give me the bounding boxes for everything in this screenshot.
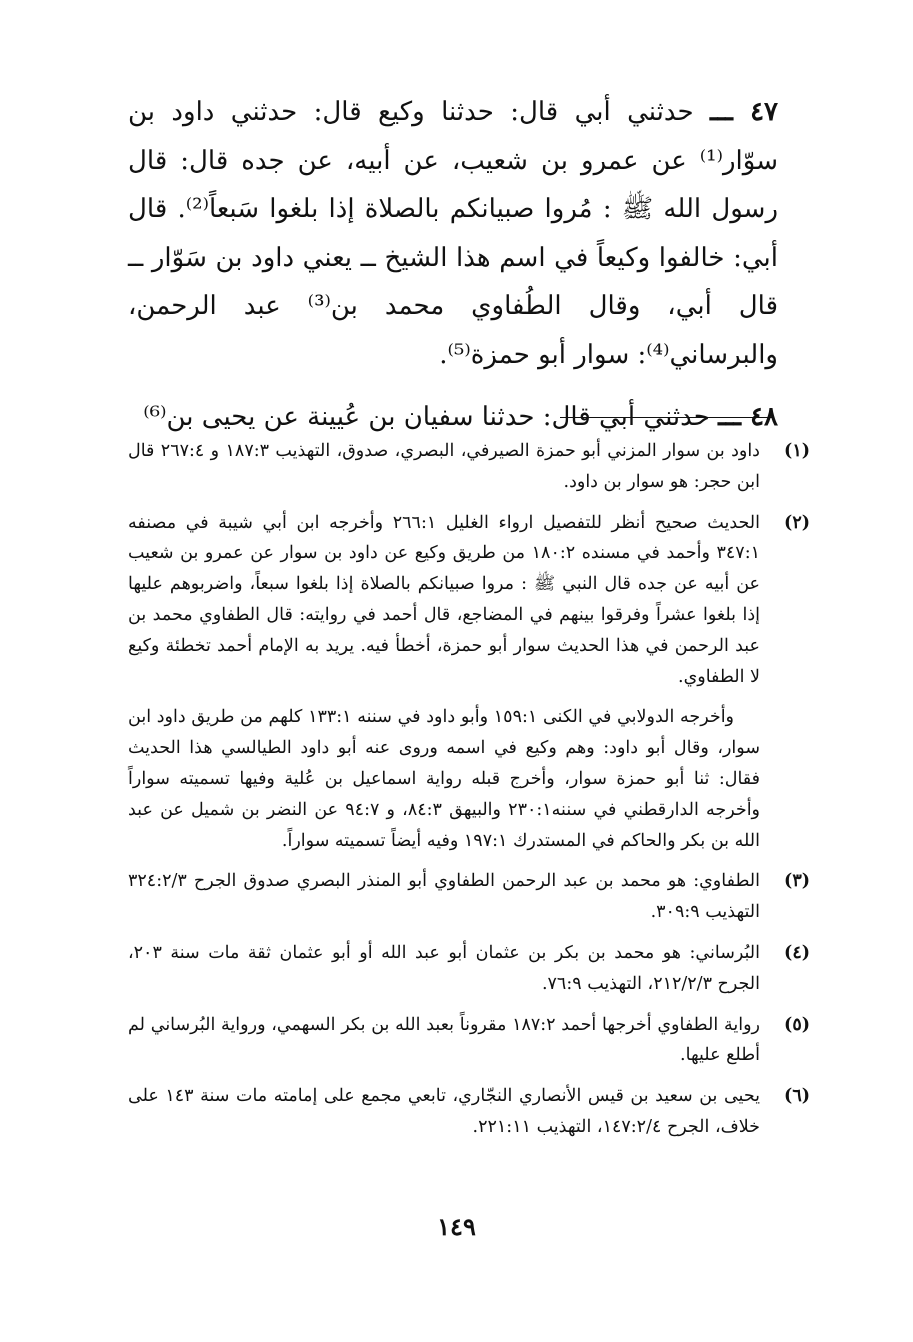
footnote-text: الحديث صحيح أنظر للتفصيل ارواء الغليل ٢٦٦:١ وأخرجه ابن أبي شيبة في مصنفه ٣٤٧:١ وأحمد في مسنده ١٨٠:٢ من طريق وكيع عن داود بن سوار عن عمرو بن شعيب عن أبيه عن جده قال النبي ﷺ : مروا صبيانكم بالصلاة إذا بلغوا سبعاً، واضربوهم عليها إذا بلغوا عشراً وفرقوا بينهم في المضاجع، قال أحمد في روايته: قال الطفاوي محمد بن عبد الرحمن في هذا الحديث سوار أبو حمزة، أخطأ فيه. يريد به الإمام أحمد تخطئة وكيع لا الطفاوي. xyxy=(128,512,760,687)
footnote-6 xyxy=(128,1081,810,1153)
footnote-4 xyxy=(128,938,810,1010)
footnote-body xyxy=(128,436,760,508)
footnote-text: البُرساني: هو محمد بن بكر بن عثمان أبو عبد الله أو أبو عثمان ثقة مات سنة ٢٠٣، الجرح ٢١٢/٢/٣، التهذيب ٧٦:٩. xyxy=(128,942,760,994)
footnotes xyxy=(128,436,810,1153)
footnote-text: الطفاوي: هو محمد بن عبد الرحمن الطفاوي أبو المنذر البصري صدوق الجرح ٣٢٤:٢/٣ التهذيب ٣٠٩:٩. xyxy=(128,871,760,923)
footnote-marker: (٥) xyxy=(784,1014,810,1035)
footnote-separator xyxy=(560,417,772,418)
main-text xyxy=(128,88,778,456)
page-number: ١٤٩ xyxy=(437,1212,476,1241)
footnote-marker: (٦) xyxy=(784,1086,810,1107)
footnote-body xyxy=(128,866,760,938)
hadith-number: ٤٧ ـــ xyxy=(710,97,779,127)
footnote-2 xyxy=(128,508,810,867)
footnote-body xyxy=(128,1081,760,1153)
footnote-marker: (٢) xyxy=(784,512,810,533)
footnote-5 xyxy=(128,1010,810,1082)
footnote-marker: (١) xyxy=(784,441,810,461)
footnote-text: رواية الطفاوي أخرجها أحمد ١٨٧:٢ مقروناً بعبد الله بن بكر السهمي، ورواية البُرساني لم أطلع عليها. xyxy=(128,1014,760,1066)
footnote-body xyxy=(128,508,760,867)
footnote-text: وأخرجه الدولابي في الكنى ١٥٩:١ وأبو داود في سننه ١٣٣:١ كلهم من طريق داود ابن سوار، وقال أبو داود: وهم وكيع في اسمه وروى عنه أبو داود الطيالسي هذا الحديث فقال: ثنا أبو حمزة سوار، وأخرج قبله رواية اسماعيل بن عُلية وفيها تسميته سواراً وأخرجه الدارقطني في سننه٢٣٠:١ والبيهق ٨٤:٣، و ٩٤:٧ عن النضر بن شميل عن عبد الله بن بكر والحاكم في المستدرك ١٩٧:١ وفيه أيضاً تسميته سواراً. xyxy=(128,707,761,851)
footnote-marker: (٤) xyxy=(784,942,810,963)
footnote-3 xyxy=(128,866,810,938)
hadith-text: حدثني أبي قال: حدثنا وكيع قال: حدثني داود بن سوّار⁽¹⁾ عن عمرو بن شعيب، عن أبيه، عن جده قال: قال رسول الله ﷺ : مُروا صبيانكم بالصلاة إذا بلغوا سَبعاً⁽²⁾. قال أبي: خالفوا وكيعاً في اسم هذا الشيخ ــ يعني داود بن سَوّار ــ قال أبي، وقال الطُفاوي محمد بن⁽³⁾ عبد الرحمن، والبرساني⁽⁴⁾: سوار أبو حمزة⁽⁵⁾. xyxy=(128,97,779,370)
hadith-text: حدثني أبي قال: حدثنا سفيان بن عُيينة عن يحيى بن⁽⁶⁾ xyxy=(143,402,710,432)
hadith-number: ٤٨ ـــ xyxy=(718,402,778,432)
hadith-47 xyxy=(128,88,778,379)
footnote-marker: (٣) xyxy=(784,871,810,892)
footnote-text: داود بن سوار المزني أبو حمزة الصيرفي، البصري، صدوق، التهذيب ١٨٧:٣ و ٢٦٧:٤ قال ابن حجر: هو سوار بن داود. xyxy=(128,441,760,492)
footnote-body xyxy=(128,938,760,1010)
footnote-1 xyxy=(128,436,810,508)
footnote-text: يحيى بن سعيد بن قيس الأنصاري النجّاري، تابعي مجمع على إمامته مات سنة ١٤٣ على خلاف، الجرح ١٤٧:٢/٤، التهذيب ٢٢١:١١. xyxy=(128,1086,760,1137)
footnote-body xyxy=(128,1010,760,1082)
